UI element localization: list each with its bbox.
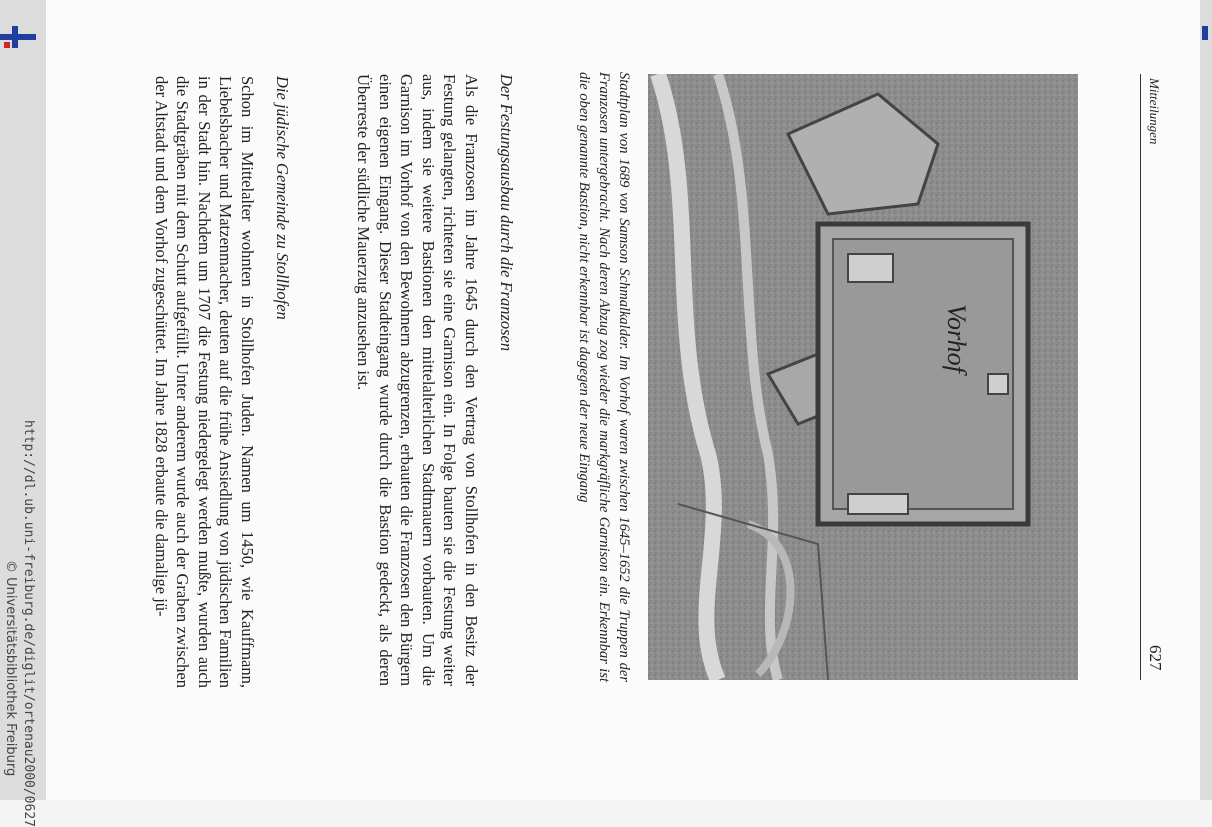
section-body-fortress [353,74,482,686]
map-label: Vorhof [942,304,971,373]
section-heading-jewish-community: Die jüdische Gemeinde zu Stollhofen [273,76,292,320]
section-heading-fortress: Der Festungsausbau durch die Franzosen [497,74,516,352]
header-rule [1140,74,1141,680]
source-url-link[interactable]: http://dl.ub.uni-freiburg.de/diglit/ortenau2000/0627 [21,420,36,827]
running-head: Mitteilungen [1147,78,1162,145]
page-number: 627 [1146,645,1165,671]
copyright-notice: © Universitätsbibliothek Freiburg [3,560,18,777]
document-page [46,0,1200,800]
historic-town-plan-image [648,74,1078,680]
viewer-right-margin [1199,0,1212,800]
paragraph: Schon im Mittelalter wohnten in Stollhofen Juden. Namen um 1450, wie Kauffmann, Liebelsbacher und Matzenmacher, deuten auf die frühe Ansiedlung von jüdischen Familien in der Stadt hin. Nachdem um 1707 die Festung niedergelegt werden mußte, wurden auch die Stadtgräben mit dem Schutt aufgefüllt. Unter anderem wurde auch der Graben zwischen der Altstadt und dem Vorhof zugeschüttet. Im Jahre 1828 erbaute die damalige jü- [152,76,257,688]
figure-caption: Stadtplan von 1689 von Samson Schmalkalder. Im Vorhof waren zwischen 1645–1652 die Truppen der Franzosen untergebracht. Nach deren Abzug zog wieder die markgräfliche Garnison ein. Erkennbar ist die oben genannte Bastion, nicht erkennbar ist dagegen der neue Eingang [576,72,632,682]
section-body-jewish-community [151,76,259,688]
paragraph: Als die Franzosen im Jahre 1645 durch den Vertrag von Stollhofen in den Besitz der Festung gelangten, richteten sie eine Garnison ein. In Folge bauten sie die Festung weiter aus, indem sie weitere Bastionen den mittelalterlichen Stadtmauern vorbauten. Um die Garnison im Vorhof von den Bewohnern abzugrenzen, erbauten die Franzosen den Bürgern einen eigenen Eingang. Dieser Stadteingang wurde durch die Bastion gedeckt, als deren Überreste der südliche Mauerzug anzusehen ist. [354,74,481,686]
